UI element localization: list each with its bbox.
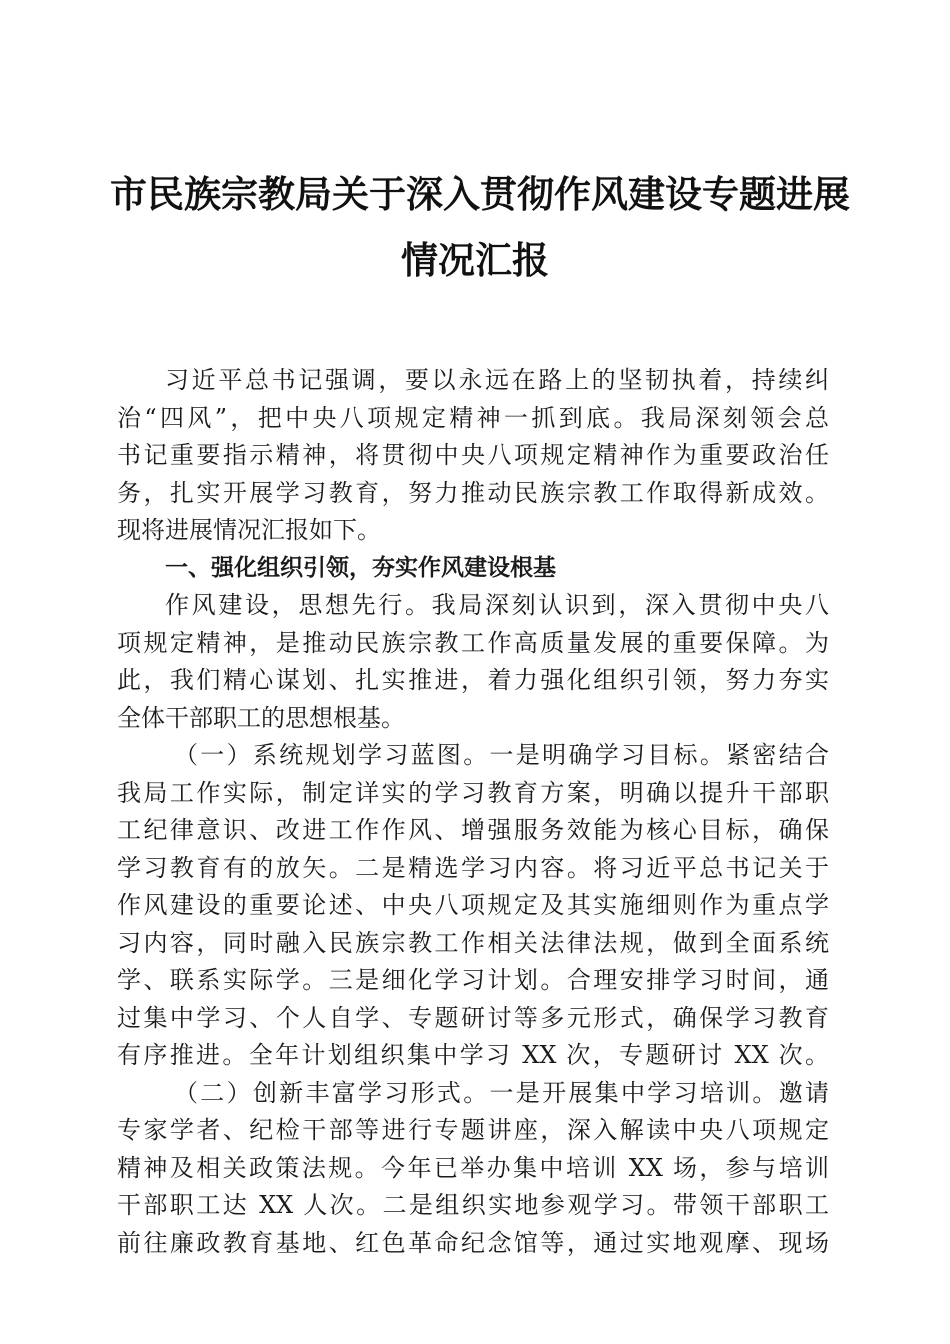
paragraph-line: （一）系统规划学习蓝图。一是明确学习目标。紧密结合 [174,741,829,769]
paragraph-line: 干部职工达 XX 人次。二是组织实地参观学习。带领干部职工 [117,1191,829,1219]
paragraph-line: 全体干部职工的思想根基。 [117,703,405,732]
paragraph-line: 现将进展情况汇报如下。 [117,516,381,544]
section-heading: 一、强化组织引领，夯实作风建设根基 [165,554,556,581]
document-body [117,362,829,1262]
paragraph-line: 治“四风”，把中央八项规定精神一抓到底。我局深刻领会总 [117,403,829,432]
paragraph-line: 过集中学习、个人自学、专题研讨等多元形式，确保学习教育 [117,1003,829,1032]
paragraph-line: 作风建设，思想先行。我局深刻认识到，深入贯彻中央八 [165,591,829,619]
document-title-line-1: 市民族宗教局关于深入贯彻作风建设专题进展 [110,172,850,216]
paragraph-line: 书记重要指示精神，将贯彻中央八项规定精神作为重要政治任 [117,441,829,469]
paragraph-line: 务，扎实开展学习教育，努力推动民族宗教工作取得新成效。 [117,478,829,507]
document-title-line-2: 情况汇报 [401,238,549,282]
paragraph-line: 作风建设的重要论述、中央八项规定及其实施细则作为重点学 [117,891,829,919]
paragraph-line: 学、联系实际学。三是细化学习计划。合理安排学习时间，通 [117,966,829,994]
paragraph-line: 此，我们精心谋划、扎实推进，着力强化组织引领，努力夯实 [117,666,829,694]
paragraph-line: （二）创新丰富学习形式。一是开展集中学习培训。邀请 [174,1078,829,1107]
paragraph-line: 工纪律意识、改进工作作风、增强服务效能为核心目标，确保 [117,816,829,844]
paragraph-line: 习内容，同时融入民族宗教工作相关法律法规，做到全面系统 [117,928,829,957]
paragraph-line: 习近平总书记强调，要以永远在路上的坚韧执着，持续纠 [165,366,829,394]
paragraph-line: 有序推进。全年计划组织集中学习 XX 次，专题研讨 XX 次。 [117,1041,829,1069]
paragraph-line: 我局工作实际，制定详实的学习教育方案，明确以提升干部职 [117,778,829,807]
paragraph-line: 精神及相关政策法规。今年已举办集中培训 XX 场，参与培训 [117,1153,829,1182]
paragraph-line: 项规定精神，是推动民族宗教工作高质量发展的重要保障。为 [117,628,829,657]
paragraph-line: 专家学者、纪检干部等进行专题讲座，深入解读中央八项规定 [117,1116,829,1144]
paragraph-line: 学习教育有的放矢。二是精选学习内容。将习近平总书记关于 [117,853,829,882]
paragraph-line: 前往廉政教育基地、红色革命纪念馆等，通过实地观摩、现场 [117,1228,829,1257]
